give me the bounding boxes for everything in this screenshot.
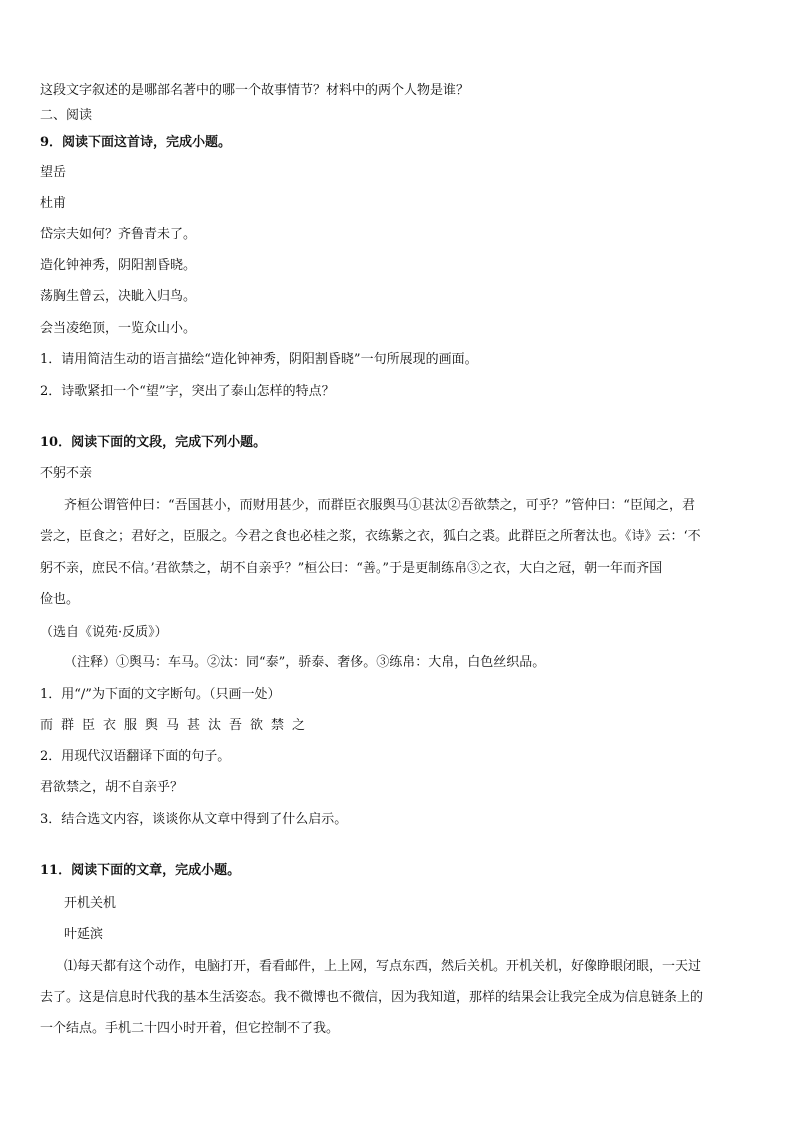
passage-line: 躬不亲，庶民不信。’君欲禁之，胡不自亲乎？”桓公曰：“善。”于是更制练帛③之衣，大白之冠，朝一年而齐国 bbox=[40, 561, 663, 576]
passage-line: 尝之，臣食之；君好之，臣服之。今君之食也必桂之浆，衣练紫之衣，狐白之裘。此群臣之所奢汰也。《诗》云：‘不 bbox=[40, 529, 701, 544]
sub-question: 1．用“/”为下面的文字断句。（只画一处） bbox=[40, 687, 281, 702]
sub-question: 1．请用简洁生动的语言描绘“造化钟神秀，阴阳割昏晓”一句所展现的画面。 bbox=[40, 352, 478, 367]
passage-line: 俭也。 bbox=[40, 592, 80, 607]
section-heading: 二、阅读 bbox=[40, 108, 93, 123]
sub-question: 3．结合选文内容，谈谈你从文章中得到了什么启示。 bbox=[40, 812, 348, 827]
question-9: 9．阅读下面这首诗，完成小题。 bbox=[40, 135, 232, 150]
question-10: 10．阅读下面的文段，完成下列小题。 bbox=[40, 435, 267, 450]
poem-line: 岱宗夫如何？齐鲁青未了。 bbox=[40, 227, 197, 242]
passage-title: 不躬不亲 bbox=[40, 466, 93, 481]
sentence-to-translate: 君欲禁之，胡不自亲乎？ bbox=[40, 780, 184, 795]
sub-question: 2．用现代汉语翻译下面的句子。 bbox=[40, 749, 231, 764]
article-line: 一个结点。手机二十四小时开着，但它控制不了我。 bbox=[40, 1021, 340, 1036]
article-line: ⑴每天都有这个动作，电脑打开，看看邮件，上上网，写点东西，然后关机。开机关机，好像睁眼闭眼，一天过 bbox=[64, 959, 702, 974]
article-author: 叶延滨 bbox=[64, 927, 104, 942]
article-line: 去了。这是信息时代我的基本生活姿态。我不微博也不微信，因为我知道，那样的结果会让我完全成为信息链条上的 bbox=[40, 990, 704, 1005]
passage-line: 齐桓公谓管仲曰：“吾国甚小，而财用甚少，而群臣衣服舆马①甚汰②吾欲禁之，可乎？”管仲曰：“臣闻之，君 bbox=[64, 498, 695, 513]
sentence-to-punctuate: 而群臣衣服舆马甚汰吾欲禁之 bbox=[40, 718, 314, 733]
sub-question: 2．诗歌紧扣一个“望”字，突出了泰山怎样的特点？ bbox=[40, 384, 335, 399]
poem-title: 望岳 bbox=[40, 165, 67, 180]
annotation-note: （注释）①舆马：车马。②汰：同“泰”，骄泰、奢侈。③练帛：大帛，白色丝织品。 bbox=[64, 655, 546, 670]
poem-author: 杜甫 bbox=[40, 196, 67, 211]
question-text: 这段文字叙述的是哪部名著中的哪一个故事情节？材料中的两个人物是谁？ bbox=[40, 83, 470, 98]
question-11: 11．阅读下面的文章，完成小题。 bbox=[40, 863, 241, 878]
source-citation: （选自《说苑·反质》） bbox=[40, 625, 168, 640]
poem-line: 会当凌绝顶，一览众山小。 bbox=[40, 321, 197, 336]
article-title: 开机关机 bbox=[64, 896, 117, 911]
poem-line: 荡胸生曾云，决眦入归鸟。 bbox=[40, 289, 197, 304]
poem-line: 造化钟神秀，阴阳割昏晓。 bbox=[40, 258, 197, 273]
